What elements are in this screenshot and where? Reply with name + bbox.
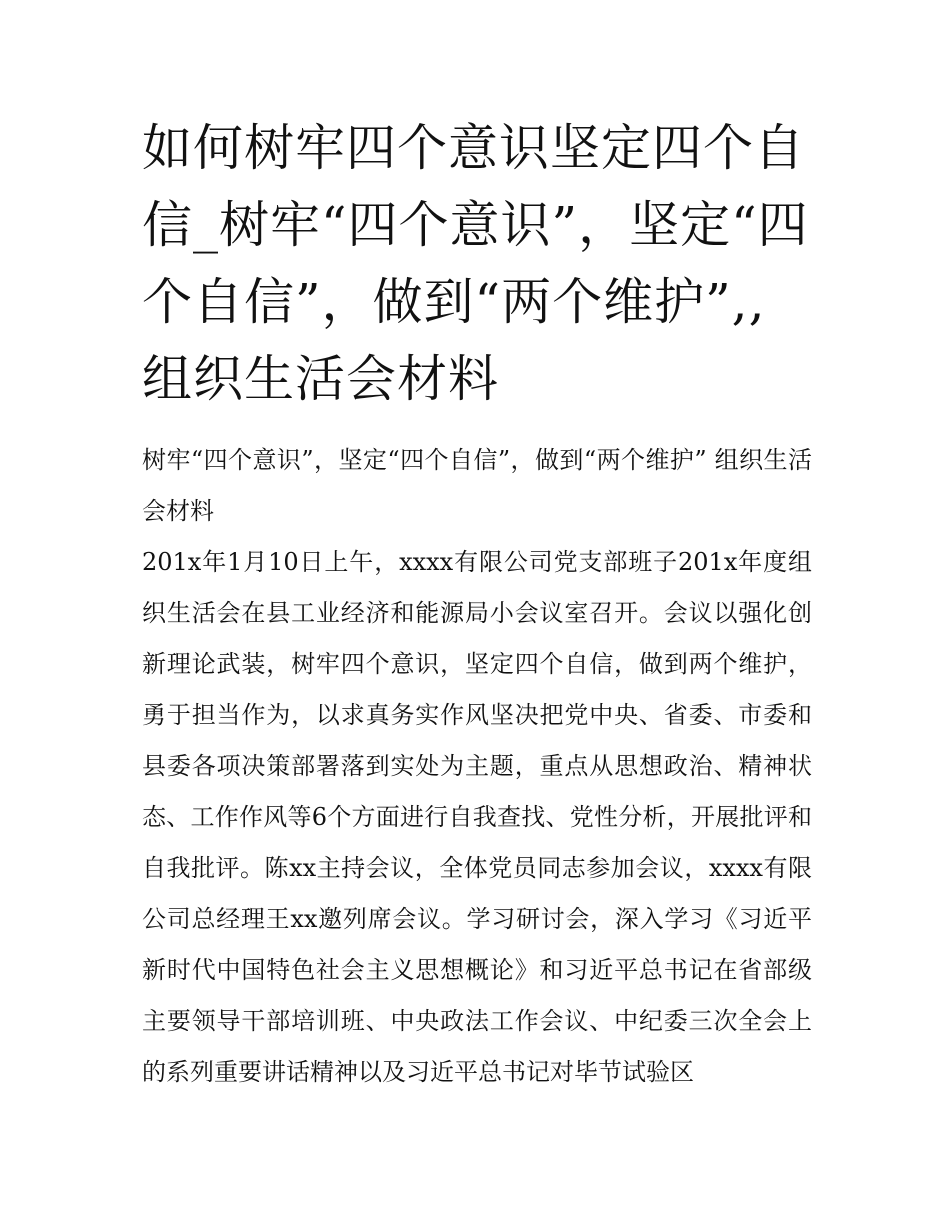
document-title: 如何树牢四个意识坚定四个自信_树牢“四个意识”，坚定“四个自信”，做到“两个维护”,,组织生活会材料 [142,119,809,408]
document-subtitle: 树牢“四个意识”，坚定“四个自信”，做到“两个维护” 组织生活会材料 [142,446,812,525]
document-body-paragraph: 201x年1月10日上午，xxxx有限公司党支部班子201x年度组织生活会在县工业经济和能源局小会议室召开。会议以强化创新理论武装，树牢四个意识，坚定四个自信，做到两个维护，勇于担当作为，以求真务实作风坚决把党中央、省委、市委和县委各项决策部署落到实处为主题，重点从思想政治、精神状态、工作作风等6个方面进行自我查找、党性分析，开展批评和自我批评。陈xx主持会议，全体党员同志参加会议，xxxx有限公司总经理王xx邀列席会议。学习研讨会，深入学习《习近平新时代中国特色社会主义思想概论》和习近平总书记在省部级主要领导干部培训班、中央政法工作会议、中纪委三次全会上的系列重要讲话精神以及习近平总书记对毕节试验区 [142,548,812,1086]
